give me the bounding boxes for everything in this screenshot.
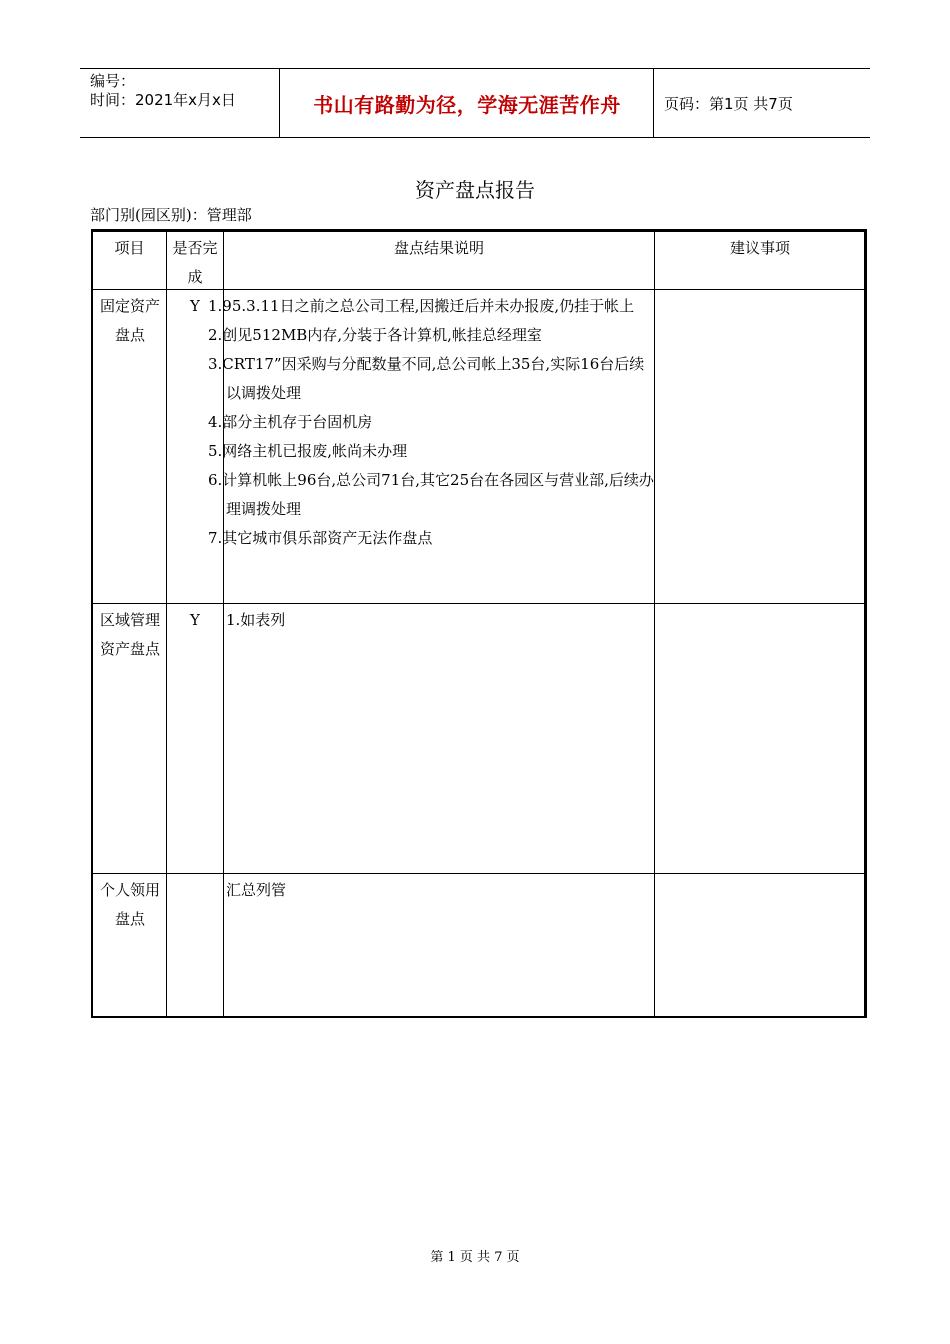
row-completed-regional-assets: Y (190, 611, 200, 629)
row-results-personal-use (226, 876, 654, 905)
result-line: 1.如表列 (226, 611, 286, 629)
row-divider (93, 873, 864, 874)
row-completed-fixed-assets: Y (190, 297, 200, 315)
header-page-label: 页码：第1页 共7页 (664, 94, 793, 113)
header-result: 盘点结果说明 (393, 239, 484, 257)
header-completed: 是否完成 (172, 239, 218, 286)
department-label: 部门别(园区别)：管理部 (90, 206, 252, 224)
result-line: 5.网络主机已报废,帐尚未办理 (208, 442, 408, 460)
row-item-regional-assets: 区域管理资产盘点 (99, 611, 160, 658)
result-line: 1.95.3.11日之前之总公司工程,因搬迁后并未办报废,仍挂于帐上 (208, 297, 635, 315)
row-results-regional-assets (226, 606, 654, 635)
document-title: 资产盘点报告 (415, 178, 535, 202)
column-divider (654, 232, 655, 1016)
time-label: 时间：2021年x月x日 (90, 91, 236, 109)
row-results-fixed-assets (208, 292, 654, 553)
inventory-table (91, 229, 867, 1018)
result-line: 6.计算机帐上96台,总公司71台,其它25台在各园区与营业部,后续办理调拨处理 (208, 471, 654, 518)
header-advice: 建议事项 (729, 239, 790, 257)
result-line: 3.CRT17”因采购与分配数量不同,总公司帐上35台,实际16台后续以调拨处理 (208, 355, 645, 402)
number-label: 编号： (90, 72, 136, 90)
result-line: 2.创见512MB内存,分装于各计算机,帐挂总经理室 (208, 326, 542, 344)
header-motto: 书山有路勤为径，学海无涯苦作舟 (281, 69, 654, 137)
row-item-personal-use: 个人领用盘点 (99, 881, 160, 928)
result-line: 汇总列管 (226, 881, 287, 899)
result-line: 4.部分主机存于台固机房 (208, 413, 373, 431)
page-footer: 第 1 页 共 7 页 (430, 1250, 520, 1265)
row-divider (93, 603, 864, 604)
header-info (80, 69, 280, 137)
row-item-fixed-assets: 固定资产盘点 (99, 297, 160, 344)
page-header (80, 68, 870, 138)
header-item: 项目 (114, 239, 145, 257)
result-line: 7.其它城市俱乐部资产无法作盘点 (208, 529, 433, 547)
